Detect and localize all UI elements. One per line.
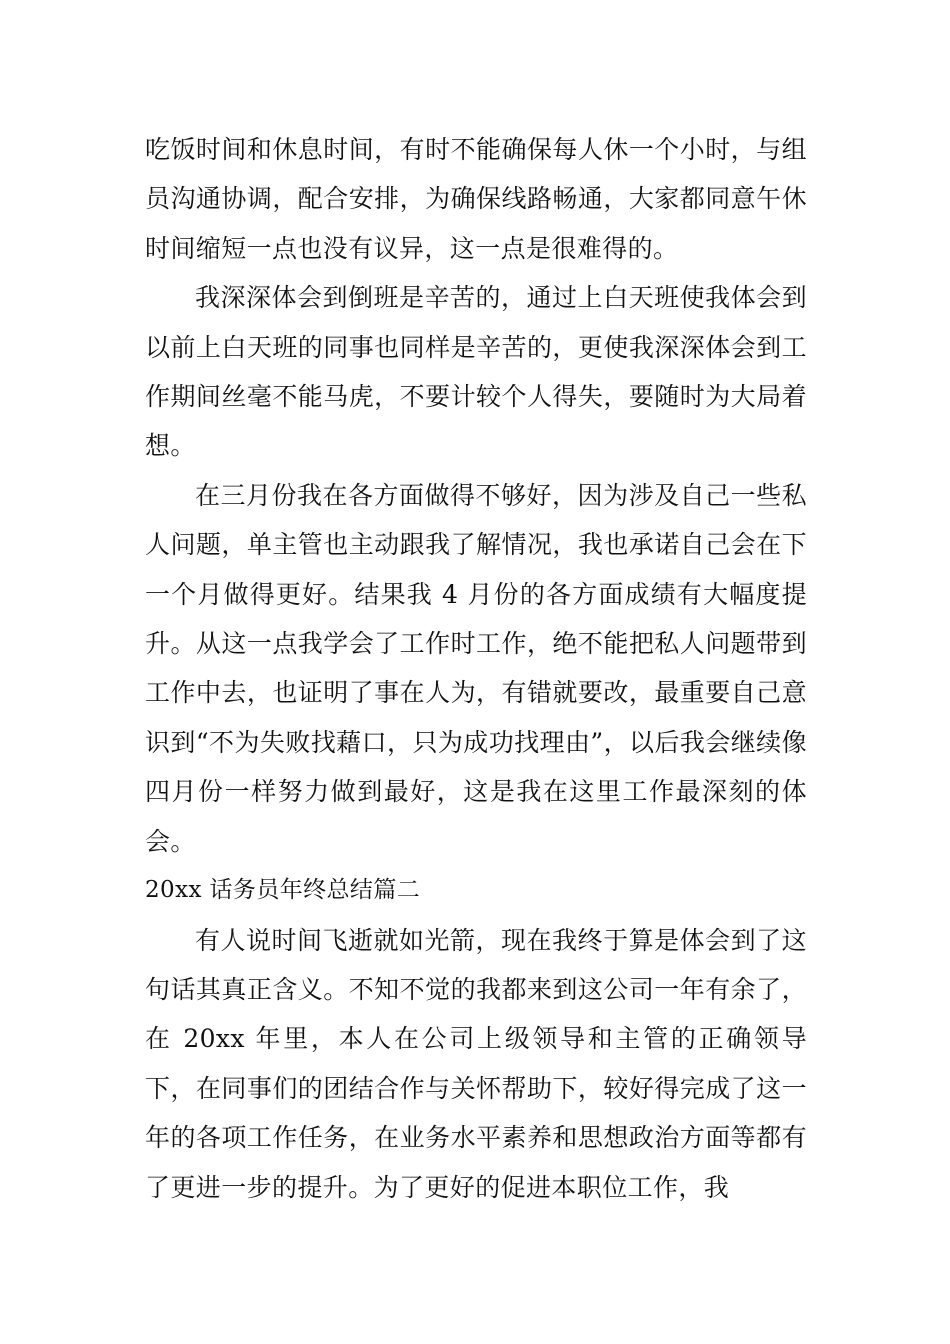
paragraph-shift-experience: 我深深体会到倒班是辛苦的，通过上白天班使我体会到以前上白天班的同事也同样是辛苦的，更使我深深体会到工作期间丝毫不能马虎，不要计较个人得失，要随时为大局着想。 <box>145 283 807 461</box>
paragraph-march-reflection: 在三月份我在各方面做得不够好，因为涉及自己一些私人问题，单主管也主动跟我了解情况，我也承诺自己会在下一个月做得更好。结果我 4 月份的各方面成绩有大幅度提升。从这一点我学会了工作时工作，绝不能把私人问题带到工作中去，也证明了事在人为，有错就要改，最重要自己意识到“不为失败找藉口，只为成功找理由”，以后我会继续像四月份一样努力做到最好，这是我在这里工作最深刻的体会。 <box>145 480 807 856</box>
paragraph-continued: 吃饭时间和休息时间，有时不能确保每人休一个小时，与组员沟通协调，配合安排，为确保线路畅通，大家都同意午休时间缩短一点也没有议异，这一点是很难得的。 <box>145 135 807 263</box>
paragraph-section-two-intro: 有人说时间飞逝就如光箭，现在我终于算是体会到了这句话其真正含义。不知不觉的我都来到这公司一年有余了，在 20xx 年里，本人在公司上级领导和主管的正确领导下，在同事们的团结合作与关怀帮助下，较好得完成了这一年的各项工作任务，在业务水平素养和思想政治方面等都有了更进一步的提升。为了更好的促进本职位工作，我 <box>145 925 807 1202</box>
document-body <box>145 125 807 1212</box>
section-heading: 20xx 话务员年终总结篇二 <box>145 877 421 904</box>
